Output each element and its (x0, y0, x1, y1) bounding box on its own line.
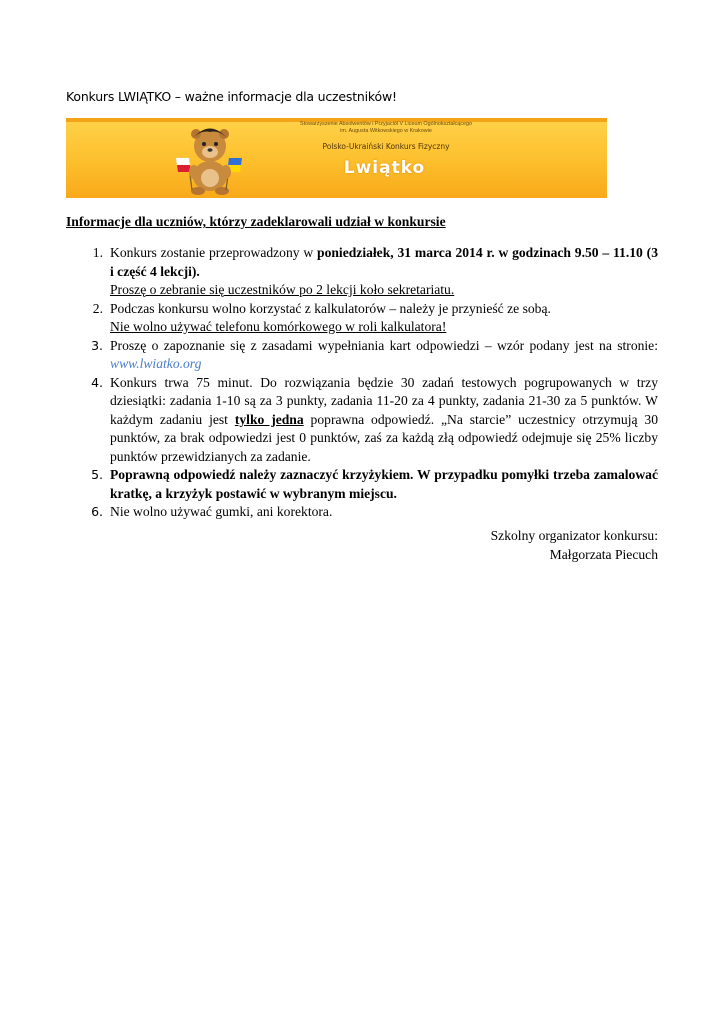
list-item (66, 300, 658, 337)
marking-instructions: Poprawną odpowiedź należy zaznaczyć krzyżykiem. W przypadku pomyłki trzeba zamalować kratkę, a krzyżyk postawić w wybranym miejscu. (110, 467, 658, 501)
association-line-2: im. Augusta Witkowskiego w Krakowie (340, 128, 432, 135)
item-number: 3. (91, 337, 103, 353)
item-text: Konkurs trwa 75 minut. Do rozwiązania będzie 30 zadań testowych pogrupowanych w trzy dziesiątki: zadania 1-10 są za 3 punkty, zadania 11-20 za 4 punkty, zadania 21-30 za 5 punktów. W każdym zadaniu jest (110, 374, 658, 427)
item-number: 1. (92, 245, 103, 260)
item-number: 4. (91, 374, 103, 390)
list-item (66, 374, 658, 467)
only-one-emphasis: tylko jedna (234, 411, 304, 427)
association-line-1: Stowarzyszenie Absolwentów i Przyjaciół V Liceum Ogólnokształcącego (300, 121, 472, 127)
item-text: Podczas konkursu wolno korzystać z kalkulatorów – należy je przynieść ze sobą. (110, 300, 551, 316)
gathering-note: Proszę o zebranie się uczestników po 2 lekcji koło sekretariatu. (110, 282, 455, 297)
item-text-continued: poprawna odpowiedź. „Na starcie” uczestnicy otrzymują 30 punktów, za brak odpowiedzi jest 0 punktów, zaś za każdą złą odpowiedź odejmuje się 25% liczby punktów przewidzianych za zadanie. (110, 411, 658, 464)
phone-warning: Nie wolno używać telefonu komórkowego w roli kalkulatora! (110, 319, 447, 334)
item-content (110, 503, 658, 522)
contest-brand: Lwiątko (343, 158, 426, 178)
organizer-name: Małgorzata Piecuch (549, 546, 658, 562)
list-item (66, 244, 658, 300)
item-content (110, 300, 658, 337)
list-item (66, 337, 658, 374)
association-name (281, 121, 491, 135)
organizer-role: Szkolny organizator konkursu: (490, 528, 658, 543)
item-text: Nie wolno używać gumki, ani korektora. (110, 504, 333, 519)
list-item (66, 503, 658, 522)
item-content (110, 374, 658, 467)
section-heading: Informacje dla uczniów, którzy zadeklarowali udział w konkursie (66, 214, 446, 229)
item-content (110, 244, 658, 300)
rules-list (66, 244, 658, 522)
signature-block (400, 527, 658, 564)
lion-mascot-icon (174, 120, 244, 196)
list-item (66, 466, 658, 503)
item-content (110, 337, 658, 374)
item-number: 5. (91, 467, 103, 482)
item-text: Proszę o zapoznanie się z zasadami wypełniania kart odpowiedzi – wzór podany jest na stronie: (110, 337, 658, 353)
contest-date-text: poniedziałek, 31 marca 2014 r. w godzinach 9.50 – 11.10 (3 i część 4 lekcji). (110, 245, 658, 279)
item-text: Konkurs zostanie przeprowadzony w (110, 245, 318, 260)
page-title: Konkurs LWIĄTKO – ważne informacje dla uczestników! (66, 89, 397, 104)
contest-banner (66, 118, 607, 198)
website-link[interactable]: www.lwiatko.org (110, 356, 202, 371)
contest-name: Polsko-Ukraiński Konkurs Fizyczny (322, 142, 450, 151)
item-number: 6. (91, 504, 103, 519)
item-content (110, 466, 658, 503)
item-number: 2. (92, 300, 103, 316)
